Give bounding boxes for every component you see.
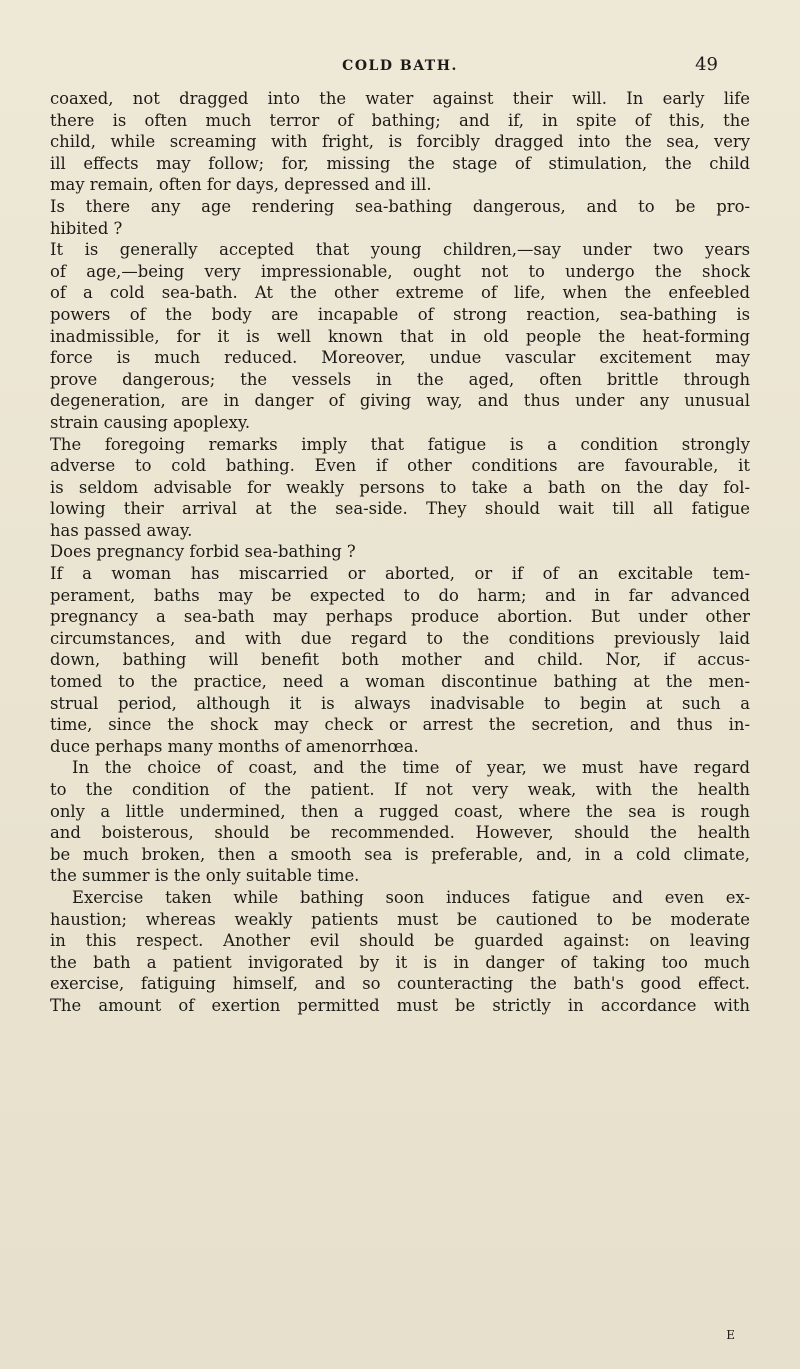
text-line: of age,—being very impressionable, ought not to undergo the shock (50, 261, 750, 281)
text-line: has passed away. (50, 520, 193, 540)
text-line: haustion; whereas weakly patients must be cautioned to be moderate (50, 909, 750, 929)
body-text (50, 88, 750, 1017)
text-line: the bath a patient invigorated by it is in danger of taking too much (50, 952, 750, 972)
text-line: adverse to cold bathing. Even if other conditions are favourable, it (50, 456, 750, 476)
text-line: perament, baths may be expected to do harm; and in far advanced (50, 585, 750, 605)
text-line: Exercise taken while bathing soon induces fatigue and even ex- (72, 887, 750, 907)
text-line: Does pregnancy forbid sea-bathing ? (50, 542, 356, 562)
text-line: The amount of exertion permitted must be strictly in accordance with (50, 995, 750, 1015)
text-line: child, while screaming with fright, is forcibly dragged into the sea, very (50, 132, 750, 152)
text-line: to the condition of the patient. If not very weak, with the health (50, 780, 750, 799)
text-line: Is there any age rendering sea-bathing dangerous, and to be pro- (50, 196, 750, 216)
text-line: there is often much terror of bathing; and if, in spite of this, the (50, 110, 750, 130)
text-line: In the choice of coast, and the time of year, we must have regard (72, 758, 750, 778)
text-line: If a woman has miscarried or aborted, or if of an excitable tem- (50, 564, 750, 584)
text-line: degeneration, are in danger of giving way, and thus under any unusual (50, 391, 750, 411)
page-number: 49 (695, 54, 718, 75)
text-line: coaxed, not dragged into the water against their will. In early life (50, 89, 750, 108)
signature-area (0, 1328, 800, 1348)
text-line: and boisterous, should be recommended. However, should the health (50, 823, 750, 843)
text-line: force is much reduced. Moreover, undue vascular excitement may (50, 348, 750, 368)
text-line: be much broken, then a smooth sea is preferable, and, in a cold climate, (50, 844, 750, 864)
text-line: strain causing apoplexy. (50, 412, 251, 432)
text-line: tomed to the practice, need a woman discontinue bathing at the men- (50, 672, 750, 692)
text-line: powers of the body are incapable of strong reaction, sea-bathing is (50, 304, 750, 324)
text-line: strual period, although it is always inadvisable to begin at such a (50, 693, 750, 713)
text-line: of a cold sea-bath. At the other extreme of life, when the enfeebled (50, 283, 750, 303)
text-line: exercise, fatiguing himself, and so counteracting the bath's good effect. (50, 974, 750, 994)
text-line: duce perhaps many months of amenorrhœa. (50, 736, 419, 756)
text-line: may remain, often for days, depressed and ill. (50, 175, 432, 195)
text-line: ill effects may follow; for, missing the stage of stimulation, the child (50, 153, 750, 173)
text-line: the summer is the only suitable time. (50, 866, 360, 886)
text-line: pregnancy a sea-bath may perhaps produce abortion. But under other (50, 607, 750, 627)
text-line: circumstances, and with due regard to the conditions previously laid (50, 628, 750, 648)
text-line: in this respect. Another evil should be guarded against: on leaving (50, 931, 750, 951)
text-line: It is generally accepted that young children,—say under two years (50, 240, 750, 260)
text-line: time, since the shock may check or arrest the secretion, and thus in- (50, 715, 750, 735)
text-line: only a little undermined, then a rugged coast, where the sea is rough (50, 801, 750, 821)
text-line: lowing their arrival at the sea-side. They should wait till all fatigue (50, 499, 750, 519)
text-line: inadmissible, for it is well known that in old people the heat-forming (50, 326, 750, 346)
running-head: COLD BATH. (342, 58, 458, 74)
text-line: The foregoing remarks imply that fatigue is a condition strongly (50, 434, 750, 454)
text-line: prove dangerous; the vessels in the aged, often brittle through (50, 369, 750, 389)
signature-mark: E (726, 1328, 735, 1342)
text-line: down, bathing will benefit both mother and child. Nor, if accus- (50, 650, 750, 670)
text-line: is seldom advisable for weakly persons to take a bath on the day fol- (50, 477, 750, 497)
page-header (0, 54, 800, 80)
text-line: hibited ? (50, 218, 123, 238)
